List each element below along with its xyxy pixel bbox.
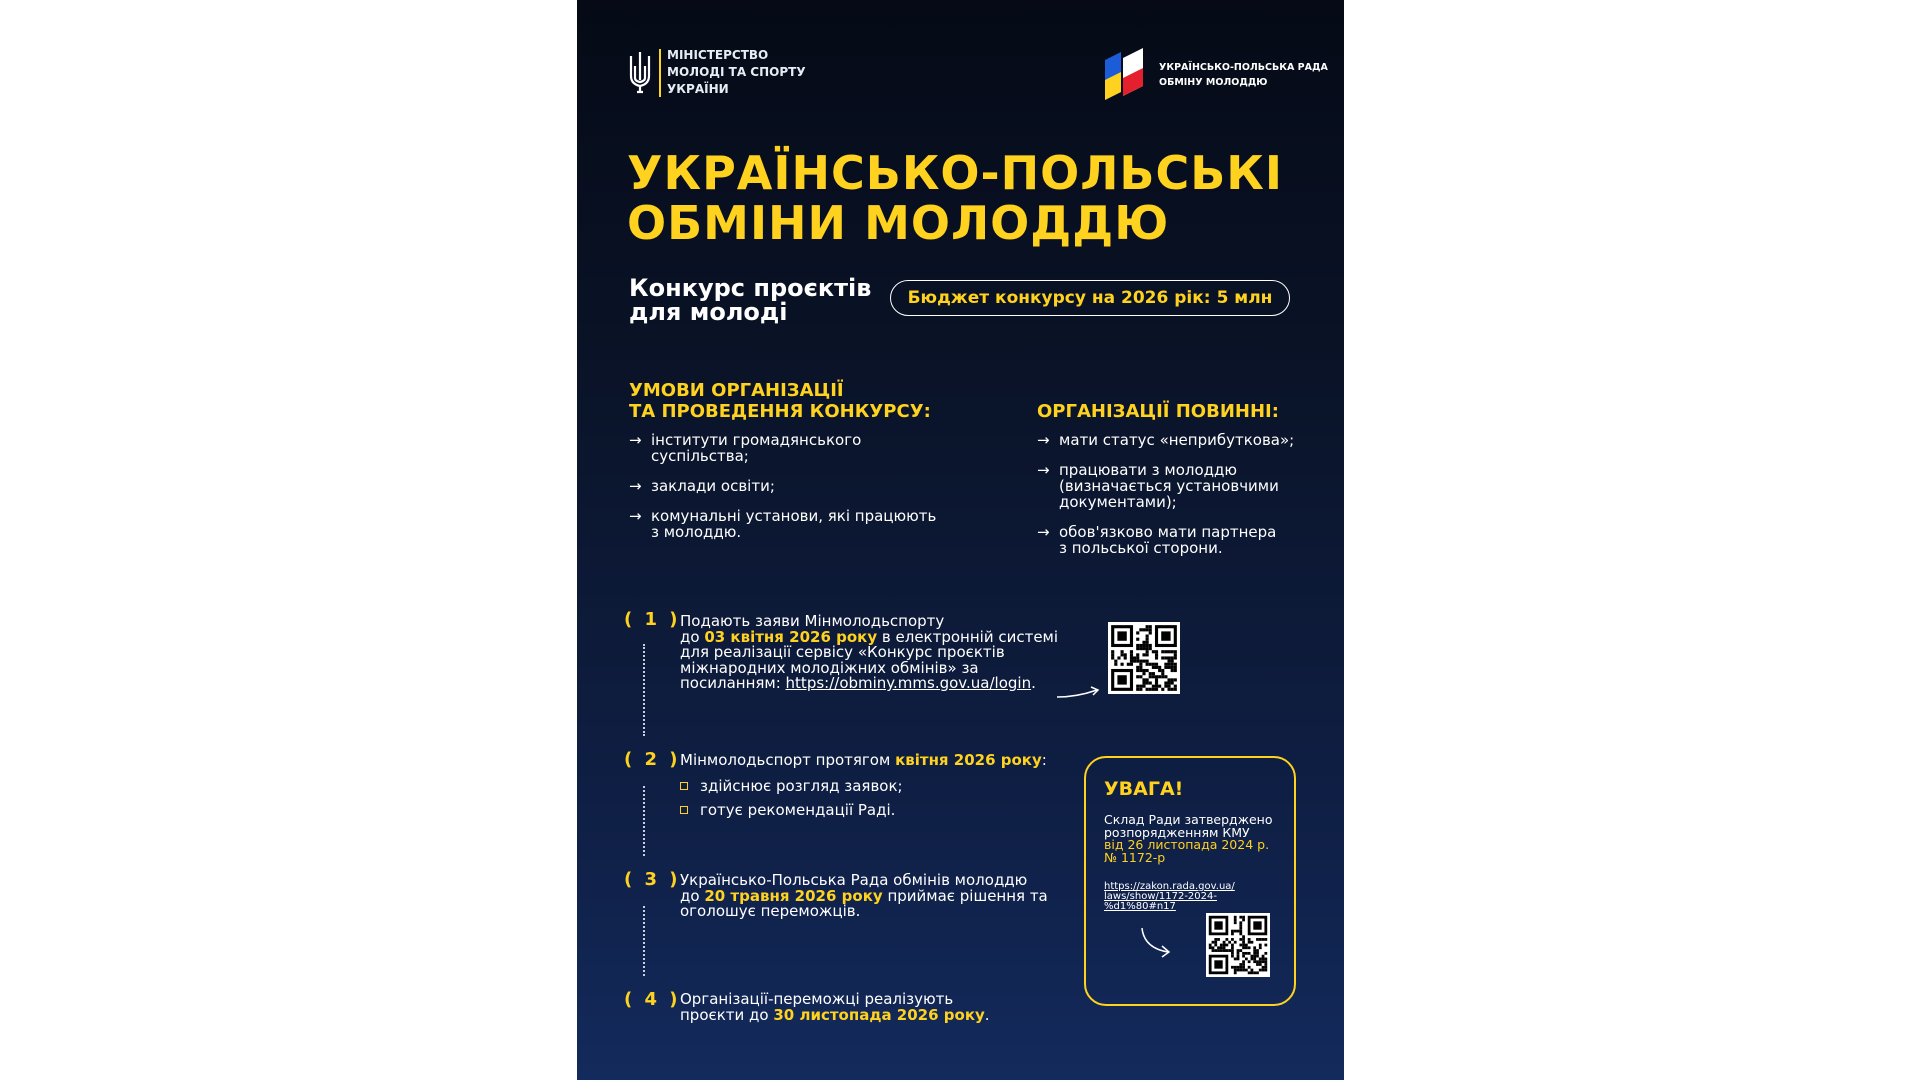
subtitle-line: для молоді	[629, 298, 788, 326]
item-line: документами);	[1059, 493, 1177, 511]
list-item	[629, 478, 959, 494]
step-text-part: .	[1031, 674, 1036, 692]
step-date: квітня 2026 року	[895, 751, 1042, 769]
notice-line: розпорядженням КМУ	[1104, 824, 1250, 840]
login-link[interactable]: https://obminy.mms.gov.ua/login	[785, 674, 1032, 692]
notice-number: № 1172-р	[1104, 849, 1166, 865]
conditions-title-line: ТА ПРОВЕДЕННЯ КОНКУРСУ:	[629, 401, 931, 422]
conditions-list	[629, 432, 959, 554]
square-bullet-icon	[680, 782, 688, 790]
step-text-part: :	[1041, 751, 1047, 769]
arrow-right-icon: →	[629, 477, 642, 495]
step-line: Організації-переможці реалізують	[680, 990, 954, 1008]
item-line: працювати з молоддю	[1059, 461, 1238, 479]
step-number: ( 2 )	[624, 749, 681, 770]
step-line: Подають заяви Мінмолодьспорту	[680, 612, 945, 630]
sub-item-text: здійснює розгляд заявок;	[700, 776, 903, 795]
conditions-title	[629, 380, 931, 422]
step-text-part: проєкти до	[680, 1005, 774, 1024]
step-text-part: Мінмолодьспорт протягом	[680, 751, 896, 769]
conditions-title-line: УМОВИ ОРГАНІЗАЦІЇ	[629, 380, 844, 401]
page-title	[627, 148, 1283, 248]
council-flag-logo	[1101, 46, 1149, 104]
curved-arrow-icon	[1138, 924, 1174, 960]
ministry-line: УКРАЇНИ	[667, 82, 729, 96]
notice-box	[1084, 756, 1296, 1006]
step-line	[680, 1005, 1080, 1024]
council-line: ОБМІНУ МОЛОДДЮ	[1159, 77, 1268, 88]
qr-code-icon[interactable]	[1206, 913, 1270, 977]
budget-value: 5 млн	[1216, 288, 1273, 308]
step-number: ( 4 )	[624, 989, 681, 1010]
notice-line: Склад Ради затверджено	[1104, 812, 1273, 827]
budget-badge	[890, 280, 1290, 316]
budget-label: Бюджет конкурсу на 2026 рік:	[907, 288, 1211, 308]
ministry-logo	[627, 47, 806, 98]
council-name	[1159, 60, 1328, 90]
sub-list-item	[680, 778, 1060, 794]
list-item	[1037, 524, 1327, 556]
title-line: ОБМІНИ МОЛОДДЮ	[627, 196, 1170, 250]
qr-code-icon[interactable]	[1108, 622, 1180, 694]
ministry-divider	[659, 49, 661, 97]
step-3-text	[680, 873, 1080, 920]
step-text-part: приймає рішення та	[882, 886, 1048, 905]
step-number: ( 3 )	[624, 869, 681, 890]
arrow-right-icon: →	[1037, 523, 1050, 541]
url-line: https://zakon.rada.gov.ua/	[1104, 881, 1235, 892]
item-line: з молоддю.	[651, 523, 742, 541]
ministry-line: МОЛОДІ ТА СПОРТУ	[667, 65, 806, 79]
step-connector	[643, 786, 645, 856]
step-text-part: посиланням:	[680, 674, 786, 692]
item-line: обов'язково мати партнера	[1059, 523, 1277, 541]
notice-link[interactable]	[1104, 882, 1264, 912]
sub-item-text: готує рекомендації Раді.	[700, 800, 896, 819]
arrow-right-icon: →	[1037, 431, 1050, 449]
step-line: оголошує переможців.	[680, 902, 861, 920]
step-line: Українсько-Польська Рада обмінів молоддю	[680, 871, 1028, 889]
item-line: суспільства;	[651, 447, 749, 465]
step-connector	[643, 644, 645, 736]
council-logo-block	[1101, 46, 1328, 104]
subtitle	[629, 276, 871, 324]
list-item	[1037, 462, 1327, 510]
item-line: з польської сторони.	[1059, 539, 1223, 557]
notice-title: УВАГА!	[1104, 778, 1184, 800]
requirements-title: ОРГАНІЗАЦІЇ ПОВИННІ:	[1037, 401, 1279, 422]
step-text-part: .	[984, 1005, 990, 1024]
step-date: 20 травня 2026 року	[704, 886, 883, 905]
curved-arrow-icon	[1055, 683, 1101, 701]
item-line: інститути громадянського	[651, 431, 862, 449]
ministry-name	[667, 47, 806, 98]
step-text-part: в електронній системі	[877, 627, 1059, 646]
arrow-right-icon: →	[1037, 461, 1050, 479]
step-line: міжнародних молодіжних обмінів» за	[680, 658, 979, 677]
arrow-right-icon: →	[629, 431, 642, 449]
trident-icon	[627, 50, 653, 94]
step-2-text	[680, 753, 1060, 826]
step-line	[680, 753, 1060, 769]
sub-list-item	[680, 802, 1060, 818]
notice-date: від 26 листопада 2024 р.	[1104, 837, 1270, 852]
step-line: для реалізації сервісу «Конкурс проєктів	[680, 643, 1005, 661]
step-line	[680, 676, 1080, 692]
step-1-text	[680, 614, 1080, 692]
list-item	[1037, 432, 1327, 448]
council-line: УКРАЇНСЬКО-ПОЛЬСЬКА РАДА	[1159, 62, 1328, 73]
step-4-text	[680, 992, 1080, 1023]
item-line: (визначається установчими	[1059, 477, 1279, 495]
arrow-right-icon: →	[629, 507, 642, 525]
ministry-line: МІНІСТЕРСТВО	[667, 48, 769, 62]
step-date: 03 квітня 2026 року	[704, 627, 878, 646]
poster	[577, 0, 1344, 1080]
item-line: заклади освіти;	[651, 477, 775, 495]
step-date: 30 листопада 2026 року	[773, 1005, 985, 1024]
list-item	[629, 508, 959, 540]
item-line: мати статус «неприбуткова»;	[1059, 431, 1295, 449]
requirements-list	[1037, 432, 1327, 570]
step-number: ( 1 )	[624, 609, 681, 630]
step-text-part: до	[680, 886, 705, 905]
subtitle-line: Конкурс проєктів	[629, 274, 872, 302]
square-bullet-icon	[680, 806, 688, 814]
list-item	[629, 432, 959, 464]
step-text-part: до	[680, 627, 705, 646]
step-connector	[643, 906, 645, 976]
title-line: УКРАЇНСЬКО-ПОЛЬСЬКІ	[627, 146, 1284, 200]
url-line: laws/show/1172-2024-	[1104, 891, 1217, 902]
item-line: комунальні установи, які працюють	[651, 507, 937, 525]
notice-text	[1104, 814, 1284, 864]
url-line: %d1%80#n17	[1104, 901, 1176, 912]
